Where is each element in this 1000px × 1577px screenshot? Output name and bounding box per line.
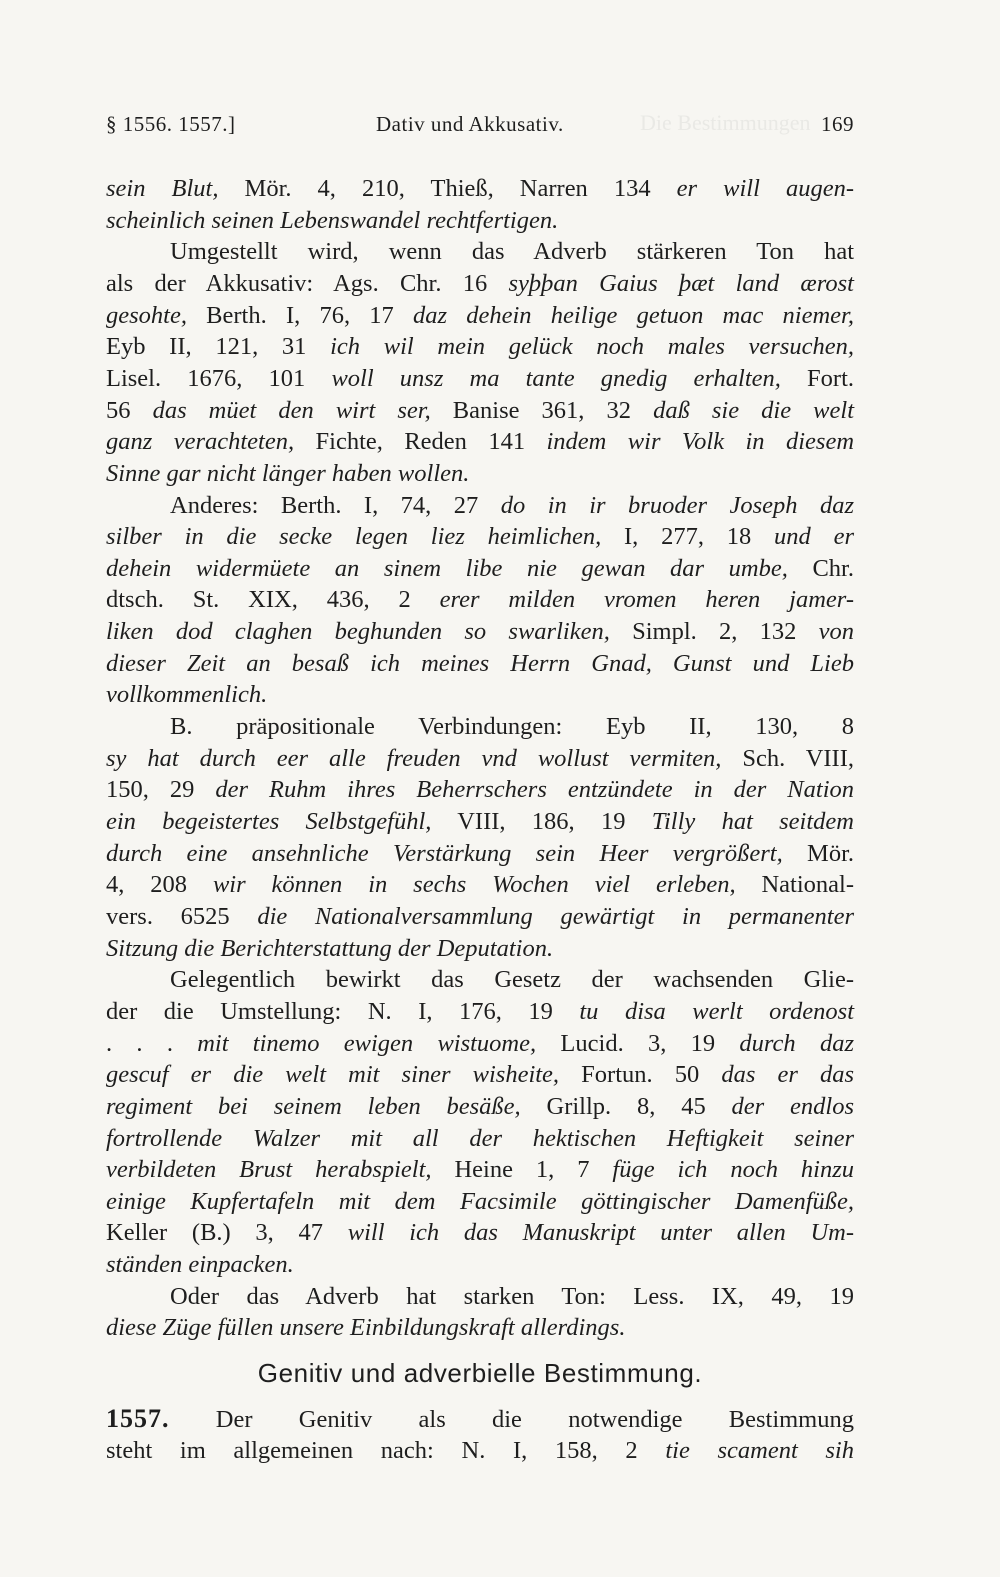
text-line: dehein widermüete an sinem libe nie gewan dar umbe, Chr. (106, 554, 854, 582)
text-line: Eyb II, 121, 31 ich wil mein gelück noch males versuchen, (106, 333, 854, 361)
text-line: fortrollende Walzer mit all der hektischen Heftigkeit seiner (106, 1124, 854, 1152)
text-line: gescuf er die welt mit siner wisheite, Fortun. 50 das er das (106, 1061, 854, 1089)
text-line: ständen einpacken. (106, 1251, 294, 1279)
section-second-line: steht im allgemeinen nach: N. I, 158, 2 tie scament sih (106, 1437, 854, 1464)
text-line: . . . mit tinemo ewigen wistuome, Lucid. 3, 19 durch daz (106, 1029, 854, 1057)
text-line: Gelegentlich bewirkt das Gesetz der wachsenden Glie- (170, 966, 854, 994)
text-line: 56 das müet den wirt ser, Banise 361, 32 daß sie die welt (106, 396, 855, 424)
text-line: Anderes: Berth. I, 74, 27 do in ir bruoder Joseph daz (170, 491, 854, 519)
text-line: Lisel. 1676, 101 woll unsz ma tante gnedig erhalten, Fort. (106, 364, 855, 392)
text-line: der die Umstellung: N. I, 176, 19 tu disa werlt ordenost (106, 997, 854, 1025)
text-line: vollkommenlich. (106, 681, 268, 709)
text-line: Sitzung die Berichterstattung der Deputation. (106, 934, 554, 962)
text-line: 4, 208 wir können in sechs Wochen viel erleben, National- (106, 871, 855, 899)
text-line: 150, 29 der Ruhm ihres Beherrschers entzündete in der Nation (106, 776, 854, 804)
text-line: gesohte, Berth. I, 76, 17 daz dehein heilige getuon mac niemer, (106, 301, 855, 329)
text-line: verbildeten Brust herabspielt, Heine 1, 7 füge ich noch hinzu (106, 1156, 855, 1184)
text-line: Umgestellt wird, wenn das Adverb stärkeren Ton hat (170, 238, 854, 266)
text-line: Sinne gar nicht länger haben wollen. (106, 459, 470, 487)
header-title: Dativ und Akkusativ. (376, 112, 564, 136)
text-line: regiment bei seinem leben besäße, Grillp. 8, 45 der endlos (106, 1092, 855, 1120)
text-line: sy hat durch eer alle freuden vnd wollust vermiten, Sch. VIII, (106, 744, 854, 772)
text-line: diese Züge füllen unsere Einbildungskraft allerdings. (106, 1314, 626, 1342)
section-first-line (106, 1403, 854, 1435)
text-line: dtsch. St. XIX, 436, 2 erer milden vromen heren jamer- (106, 586, 854, 614)
text-line: silber in die secke legen liez heimlichen, I, 277, 18 und er (106, 523, 854, 551)
page-number: 169 (821, 112, 854, 136)
text-line: vers. 6525 die Nationalversammlung gewärtigt in permanenter (106, 902, 854, 930)
text-line: B. präpositionale Verbindungen: Eyb II, 130, 8 (170, 713, 854, 741)
running-header (106, 112, 854, 144)
text-line: ein begeistertes Selbstgefühl, VIII, 186, 19 Tilly hat seitdem (106, 808, 854, 835)
text-line: ganz verachteten, Fichte, Reden 141 indem wir Volk in diesem (106, 428, 855, 456)
text-line: einige Kupfertafeln mit dem Facsimile göttingischer Damenfüße, (106, 1187, 854, 1215)
text-line: durch eine ansehnliche Verstärkung sein Heer vergrößert, Mör. (106, 839, 854, 867)
text-line: dieser Zeit an besaß ich meines Herrn Gnad, Gunst und Lieb (106, 649, 854, 677)
section-number: 1557. (106, 1404, 170, 1433)
text-line: Oder das Adverb hat starken Ton: Less. IX, 49, 19 (170, 1282, 854, 1310)
text-line: Keller (B.) 3, 47 will ich das Manuskript unter allen Um- (106, 1219, 854, 1247)
text-line: als der Akkusativ: Ags. Chr. 16 syþþan Gaius þæt land ærost (106, 269, 854, 297)
bleed-through-text: Die Bestimmungen (640, 110, 811, 135)
section-text-1: Der Genitiv als die notwendige Bestimmung (215, 1406, 854, 1433)
text-line: sein Blut, Mör. 4, 210, Thieß, Narren 134 er will augen- (106, 175, 854, 202)
text-line: liken dod claghen beghunden so swarliken, Simpl. 2, 132 von (106, 618, 855, 646)
text-line: scheinlich seinen Lebenswandel rechtfertigen. (106, 206, 559, 234)
header-section-ref: § 1556. 1557.] (106, 112, 236, 136)
section-heading: Genitiv und adverbielle Bestimmung. (257, 1358, 703, 1388)
